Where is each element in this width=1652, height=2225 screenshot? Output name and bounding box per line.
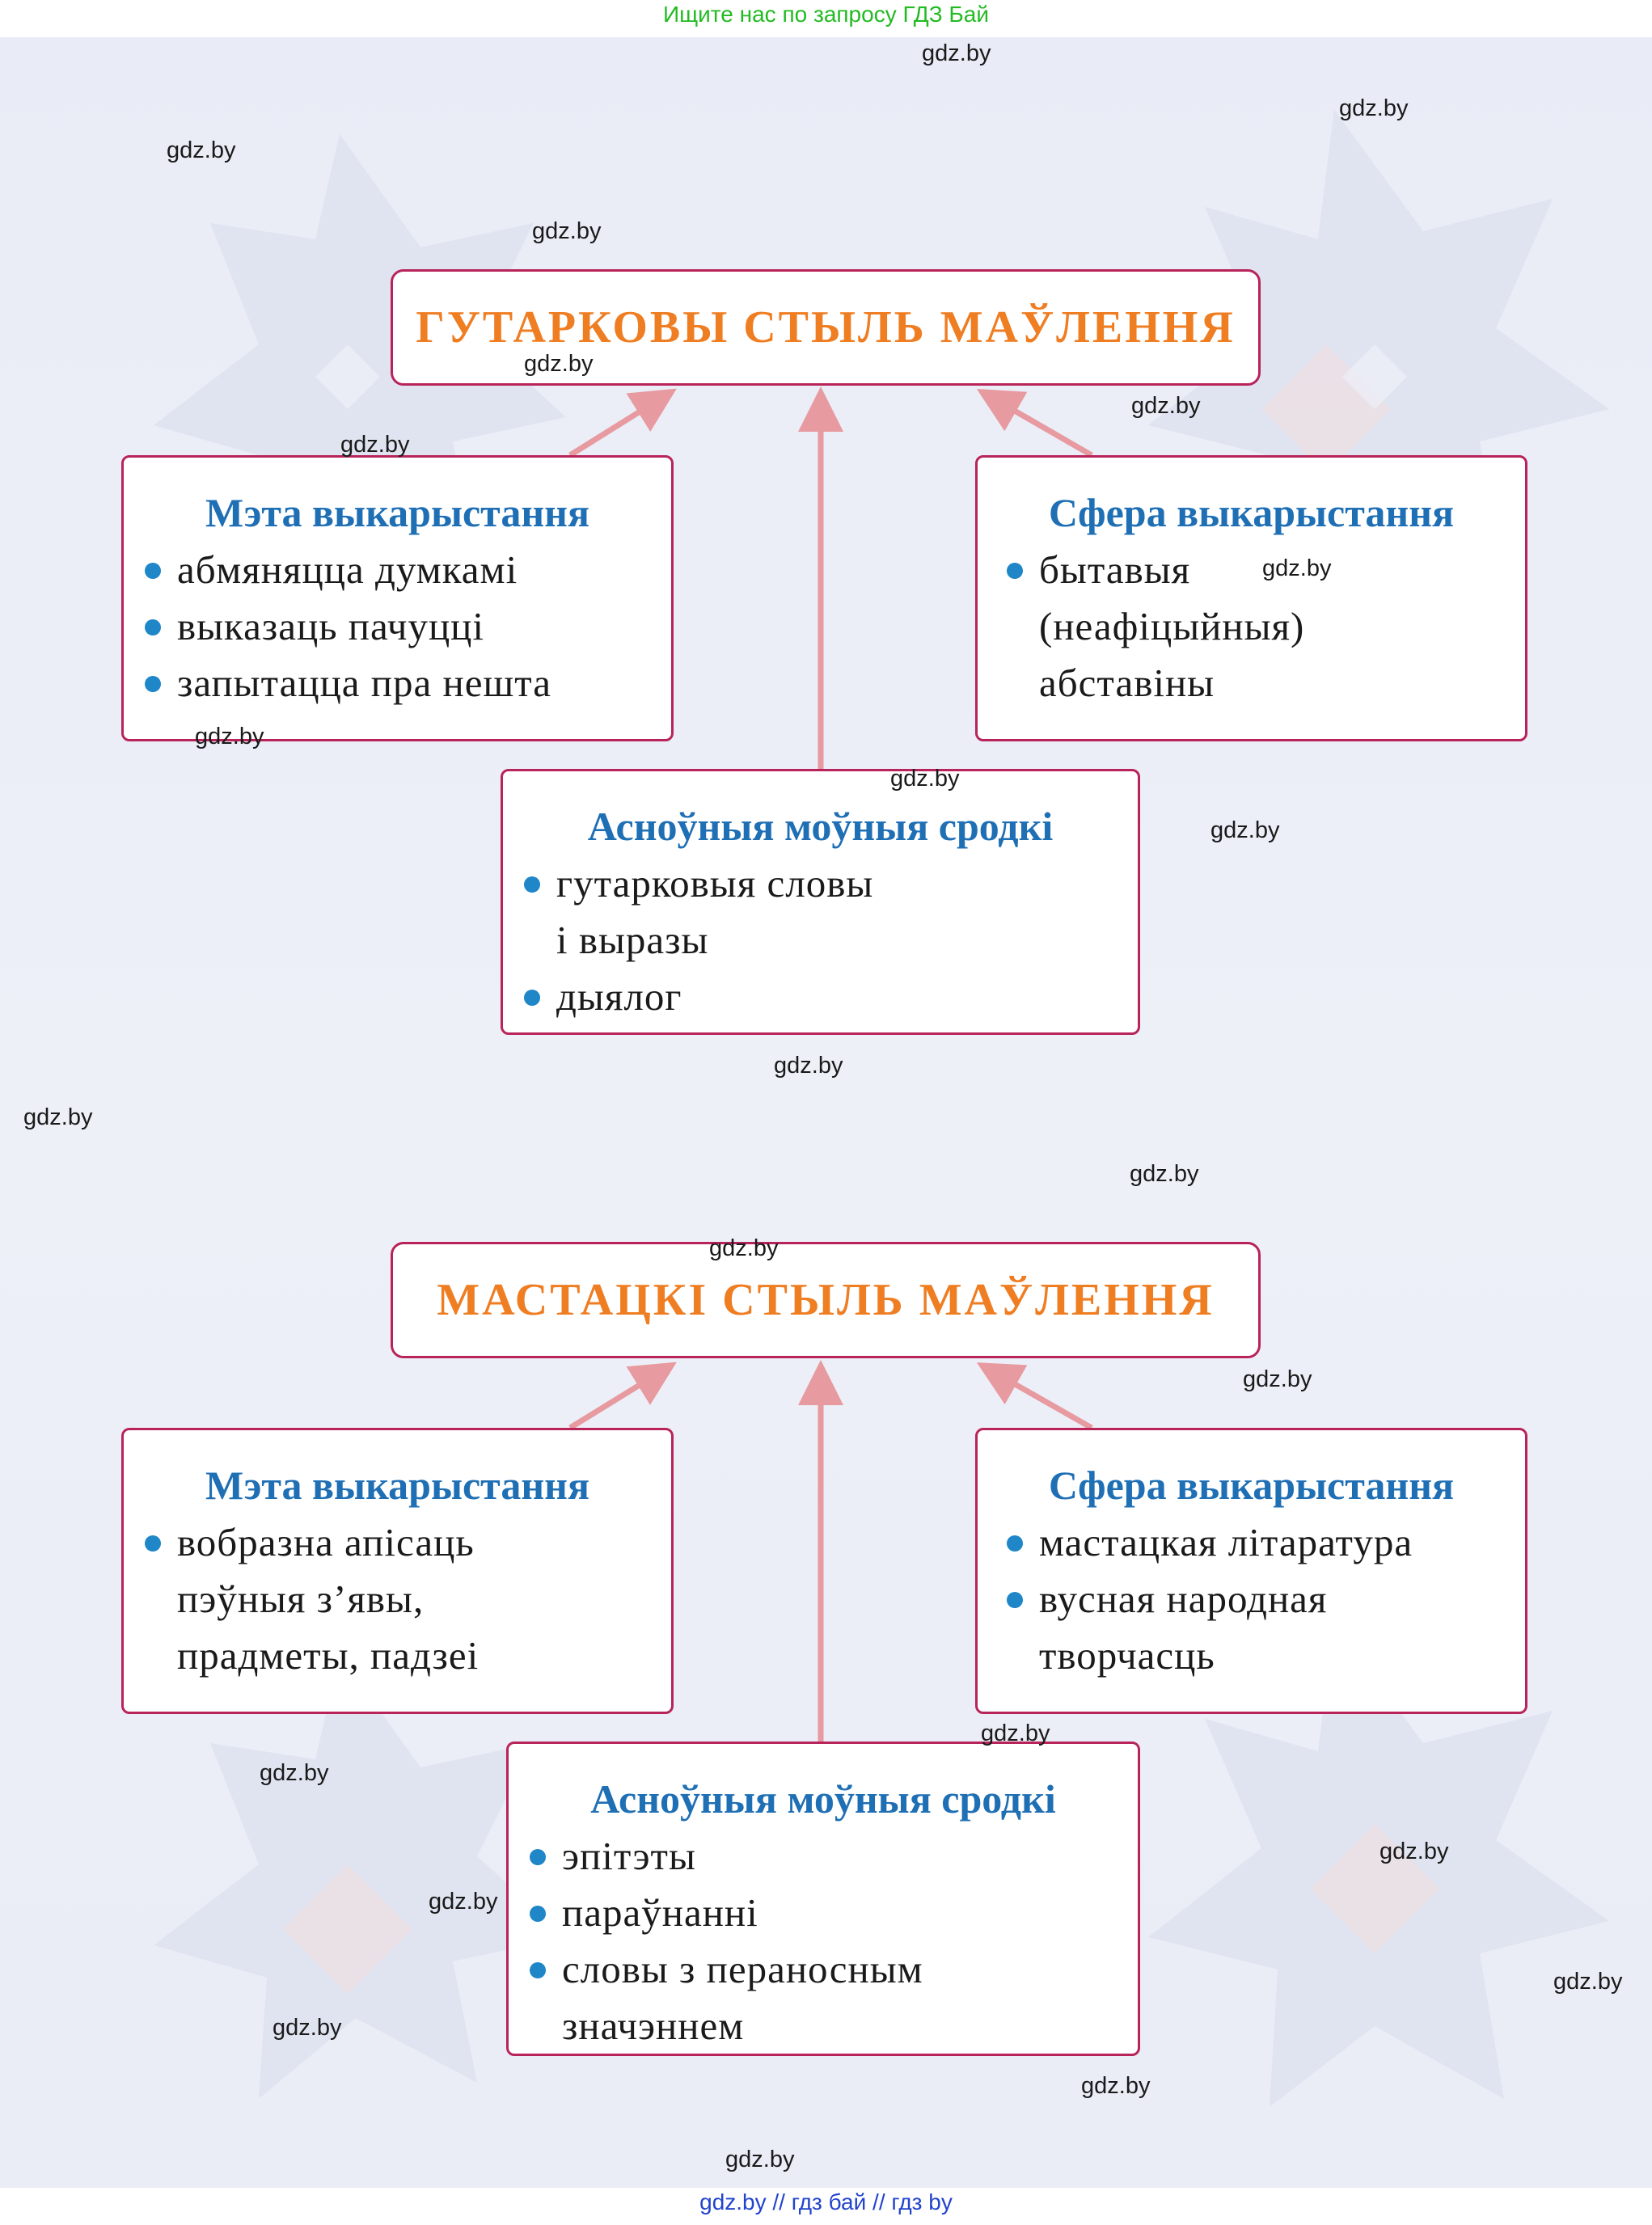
purpose-box [121, 1428, 674, 1714]
purpose-box [121, 455, 674, 741]
list-item: мастацкая літаратура [986, 1514, 1525, 1571]
box-heading: Сфера выкарыстання [1048, 1463, 1455, 1508]
bullet-icon [1007, 563, 1023, 579]
list-item: словы з пераносным значэннем [509, 1941, 1138, 2054]
means-box [506, 1742, 1140, 2056]
watermark: gdz.by [23, 1104, 93, 1130]
bullet-icon [524, 990, 540, 1006]
watermark: gdz.by [774, 1053, 843, 1079]
watermark: gdz.by [890, 766, 960, 792]
list-item: дыялог [503, 969, 1138, 1025]
sphere-box [975, 455, 1527, 741]
list-item: выказаць пачуцці [124, 598, 671, 655]
watermark: gdz.by [922, 40, 991, 66]
diagram-title: МАСТАЦКІ СТЫЛЬ МАЎЛЕННЯ [437, 1275, 1215, 1325]
watermark: gdz.by [725, 2147, 795, 2172]
bullet-icon [1007, 1535, 1023, 1552]
watermark: gdz.by [340, 432, 410, 458]
list-item: вусная народная творчасць [986, 1571, 1525, 1684]
bullet-icon [530, 1849, 546, 1865]
watermark: gdz.by [195, 724, 264, 749]
diagram-title: ГУТАРКОВЫ СТЫЛЬ МАЎЛЕННЯ [416, 302, 1236, 353]
list-item: параўнанні [509, 1885, 1138, 1941]
bullet-icon [524, 876, 540, 893]
bullet-icon [145, 676, 161, 692]
bullet-icon [145, 619, 161, 635]
arrow-left-1 [570, 395, 667, 455]
sphere-box [975, 1428, 1527, 1714]
top-banner[interactable]: Ищите нас по запросу ГДЗ Бай [662, 2, 990, 27]
box-heading: Мэта выкарыстання [205, 490, 590, 535]
watermark: gdz.by [1081, 2073, 1151, 2099]
list-item: бытавыя (неафіцыйныя) абставіны [986, 542, 1525, 711]
list-item: вобразна апісаць пэўныя з’явы, прадметы, падзеі [124, 1514, 671, 1684]
arrow-left-2 [570, 1368, 667, 1428]
list-item: запытацца пра нешта [124, 655, 671, 711]
title-box-colloquial [391, 269, 1261, 386]
bullet-icon [145, 1535, 161, 1552]
box-heading: Асноўныя моўныя сродкі [587, 804, 1054, 849]
bullet-icon [145, 563, 161, 579]
list-item: эпітэты [509, 1828, 1138, 1885]
bottom-banner[interactable]: gdz.by // гдз бай // гдз by [699, 2189, 953, 2214]
list-item: гутарковыя словы і выразы [503, 855, 1138, 969]
watermark: gdz.by [1339, 95, 1409, 121]
watermark: gdz.by [167, 137, 236, 163]
watermark: gdz.by [260, 1760, 329, 1786]
watermark: gdz.by [1262, 555, 1332, 581]
watermark: gdz.by [1131, 393, 1201, 419]
watermark: gdz.by [273, 2015, 342, 2041]
watermark: gdz.by [524, 351, 594, 377]
arrow-right-1 [987, 395, 1092, 455]
watermark: gdz.by [1379, 1839, 1449, 1864]
means-box [501, 769, 1140, 1035]
bullet-icon [530, 1962, 546, 1978]
title-box-artistic [391, 1242, 1261, 1358]
box-heading: Сфера выкарыстання [1048, 490, 1455, 535]
watermark: gdz.by [1130, 1161, 1199, 1187]
box-heading: Асноўныя моўныя сродкі [590, 1776, 1056, 1822]
watermark: gdz.by [1553, 1969, 1623, 1995]
arrow-right-2 [987, 1368, 1092, 1428]
watermark: gdz.by [709, 1235, 779, 1261]
bullet-icon [530, 1906, 546, 1922]
watermark: gdz.by [429, 1889, 498, 1915]
watermark: gdz.by [532, 218, 602, 244]
box-heading: Мэта выкарыстання [205, 1463, 590, 1508]
bullet-icon [1007, 1592, 1023, 1608]
list-item: абмяняцца думкамі [124, 542, 671, 598]
watermark: gdz.by [981, 1720, 1050, 1746]
watermark: gdz.by [1243, 1366, 1312, 1392]
watermark: gdz.by [1210, 817, 1280, 843]
